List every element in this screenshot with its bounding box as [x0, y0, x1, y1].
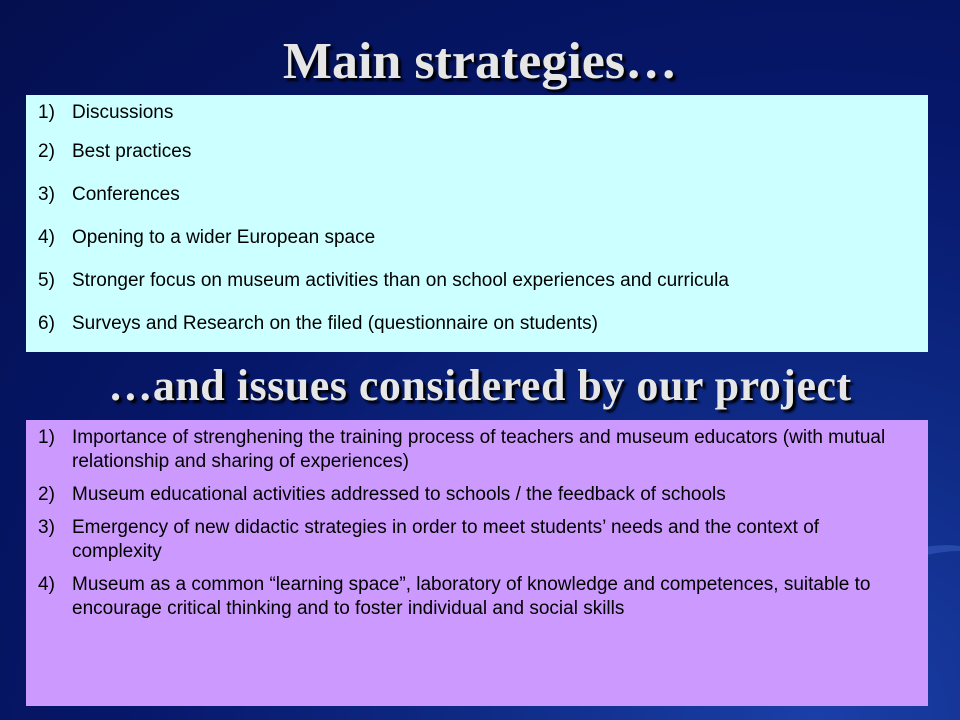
item-number: 2)	[38, 484, 55, 505]
list-item	[38, 269, 914, 309]
list-item	[38, 183, 914, 223]
list-item	[38, 140, 914, 180]
issues-list	[38, 426, 914, 621]
item-number: 4)	[38, 574, 55, 595]
item-number: 5)	[38, 270, 55, 291]
item-text: Surveys and Research on the filed (questionnaire on students)	[72, 313, 598, 334]
strategies-box	[26, 95, 928, 352]
item-text: Emergency of new didactic strategies in order to meet students’ needs and the context of complexity	[72, 517, 820, 562]
item-text: Museum educational activities addressed to schools / the feedback of schools	[72, 484, 726, 505]
item-text: Museum as a common “learning space”, laboratory of knowledge and competences, suitable to encourage critical thinking and to foster individual and social skills	[72, 574, 871, 619]
item-number: 1)	[38, 102, 55, 123]
issues-box	[26, 420, 928, 706]
list-item	[38, 483, 914, 507]
item-number: 1)	[38, 427, 55, 448]
slide-subtitle: …and issues considered by our project	[108, 361, 852, 410]
item-text: Discussions	[72, 102, 174, 123]
item-number: 3)	[38, 517, 55, 538]
list-item	[38, 516, 914, 564]
item-text: Conferences	[72, 184, 180, 205]
item-text: Stronger focus on museum activities than on school experiences and curricula	[72, 270, 729, 291]
list-item	[38, 101, 914, 137]
item-number: 2)	[38, 141, 55, 162]
item-text: Opening to a wider European space	[72, 227, 376, 248]
list-item	[38, 573, 914, 621]
list-item	[38, 226, 914, 266]
item-text: Importance of strenghening the training process of teachers and museum educators (with mutual relationship and sharing of experiences)	[72, 427, 886, 472]
item-text: Best practices	[72, 141, 192, 162]
item-number: 3)	[38, 184, 55, 205]
item-number: 4)	[38, 227, 55, 248]
list-item	[38, 426, 914, 474]
item-number: 6)	[38, 313, 55, 334]
list-item	[38, 312, 914, 352]
slide-title: Main strategies…	[282, 33, 678, 90]
strategies-list	[38, 101, 914, 352]
